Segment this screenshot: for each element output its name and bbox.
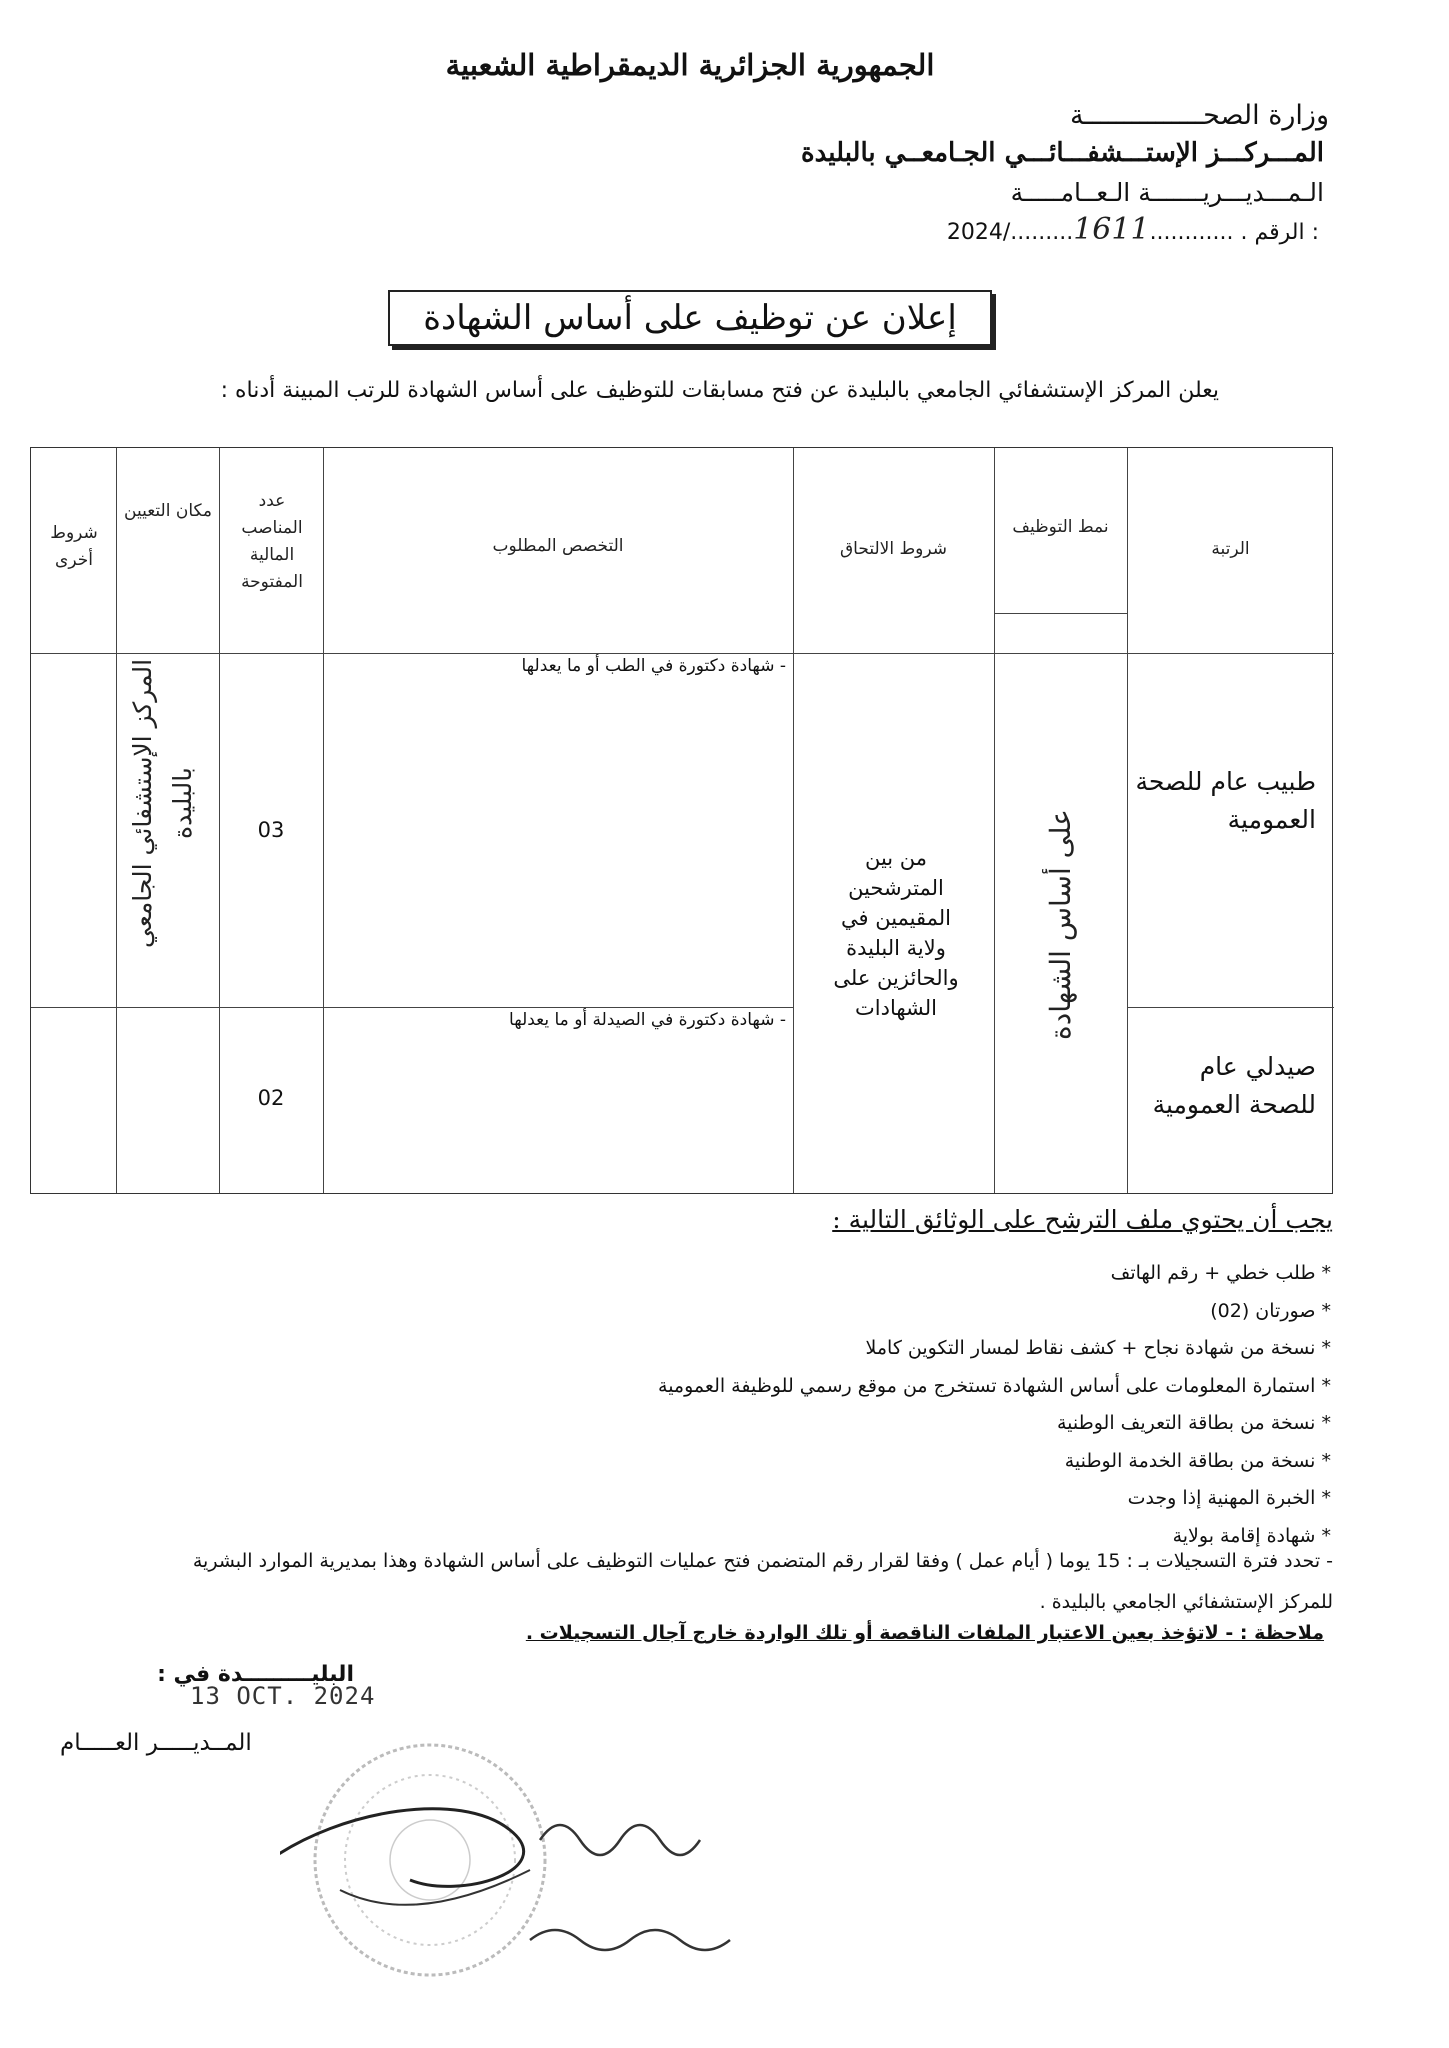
positions-table [30, 447, 1333, 1194]
directorate-heading: الـمـــديـــريـــــــة الـعــامـــــة [1010, 178, 1324, 207]
header-rank: الرتبة [1211, 539, 1250, 559]
reference-number: 2024/.........1611............ . الرقم : [946, 212, 1319, 247]
note-text: ملاحظة : - لاتؤخذ بعين الاعتبار الملفات الناقصة أو تلك الواردة خارج آجال التسجيلات . [525, 1622, 1324, 1644]
place-value: المركز الإستشفائي الجامعي بالبليدة [127, 658, 197, 948]
document-item: * الخبرة المهنية إذا وجدت [1127, 1487, 1331, 1509]
ref-number: 1611 [1073, 212, 1150, 247]
document-item: * نسخة من شهادة نجاح + كشف نقاط لمسار التكوين كاملا [865, 1337, 1331, 1359]
document-item: * استمارة المعلومات على أساس الشهادة تستخرج من موقع رسمي للوظيفة العمومية [658, 1374, 1331, 1397]
hospital-heading: المـــركـــز الإستـــشفـــائـــي الجـامعــي بالبليدة [800, 138, 1324, 168]
header-specialty: التخصص المطلوب [492, 536, 624, 556]
announcement-title: إعلان عن توظيف على أساس الشهادة [388, 290, 992, 346]
header-place: مكان التعيين [124, 501, 212, 521]
ministry-heading: وزارة الصحـــــــــــــــة [1069, 100, 1329, 131]
intro-text: يعلن المركز الإستشفائي الجامعي بالبليدة عن فتح مسابقات للتوظيف على أساس الشهادة للرتب المبينة أدناه : [220, 378, 1219, 403]
registration-period-cont: للمركز الإستشفائي الجامعي بالبليدة . [1039, 1591, 1333, 1613]
conditions-value: من بين المترشحين المقيمين في ولاية البليدة والحائزين على الشهادات [833, 846, 959, 1020]
mode-value: على أساس الشهادة [1044, 808, 1077, 1040]
republic-heading: الجمهورية الجزائرية الديمقراطية الشعبية [445, 48, 935, 82]
posts-pharmacist: 02 [257, 1086, 285, 1110]
header-posts: عدد المناصب المالية المفتوحة [241, 491, 303, 592]
date-stamp: 13 OCT. 2024 [190, 1682, 376, 1710]
place-date-label: البليـــــــــدة في : [157, 1662, 354, 1687]
rank-general-doctor: طبيب عام للصحة العمومية [1135, 767, 1316, 834]
header-mode: نمط التوظيف [1012, 517, 1109, 537]
header-conditions: شروط الالتحاق [839, 539, 948, 559]
document-item: * نسخة من بطاقة الخدمة الوطنية [1064, 1449, 1331, 1472]
document-item: * نسخة من بطاقة التعريف الوطنية [1056, 1412, 1331, 1434]
posts-doctor: 03 [257, 818, 285, 842]
document-item: * طلب خطي + رقم الهاتف [1110, 1262, 1331, 1284]
document-item: * شهادة إقامة بولاية [1172, 1524, 1331, 1547]
specialty-medicine: - شهادة دكتورة في الطب أو ما يعدلها [521, 656, 786, 676]
ref-year: 2024/ [946, 220, 1011, 245]
document-item: * صورتان (02) [1210, 1299, 1331, 1322]
registration-period: - تحدد فترة التسجيلات بـ : 15 يوما ( أيام عمل ) وفقا لقرار رقم المتضمن فتح عمليات التوظيف على أساس الشهادة وهذا بمديرية الموارد البشرية [192, 1550, 1333, 1572]
official-stamp-icon [280, 1730, 880, 2030]
documents-list [658, 1262, 1331, 1562]
documents-heading: يجب أن يحتوي ملف الترشح على الوثائق التالية : [832, 1205, 1333, 1234]
rank-general-pharmacist: صيدلي عام للصحة العمومية [1152, 1052, 1316, 1119]
header-other: شروط أخرى [50, 523, 98, 570]
director-title: المــديـــــر العـــــام [60, 1730, 252, 1756]
ref-label: الرقم : [1254, 220, 1319, 245]
specialty-pharmacy: - شهادة دكتورة في الصيدلة أو ما يعدلها [509, 1010, 786, 1030]
